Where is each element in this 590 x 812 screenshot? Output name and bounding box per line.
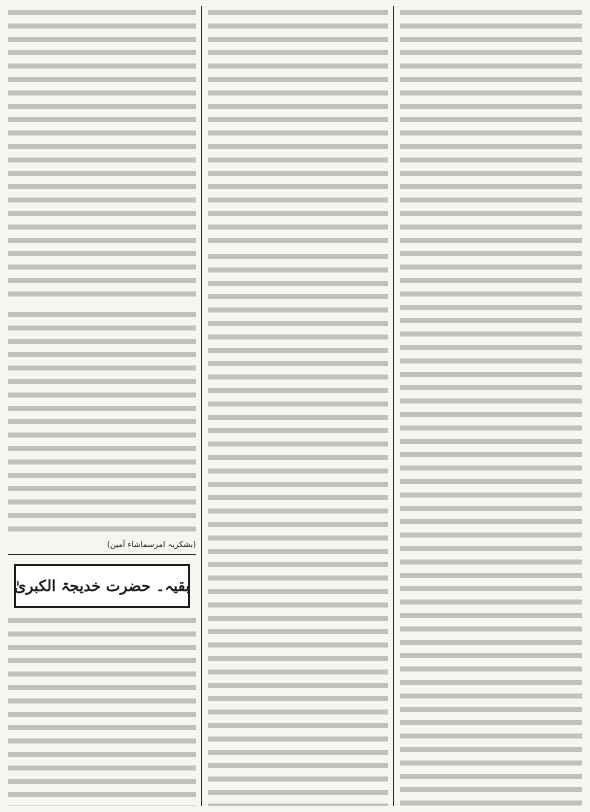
source-reference: (بشکریہ امرسماشاء آمین) <box>106 540 196 549</box>
continuation-heading: بقیہ۔ حضرت خدیجۃ الکبریٰ <box>14 577 190 595</box>
right-column <box>400 6 582 806</box>
column-divider <box>201 6 202 806</box>
section-rule <box>8 554 196 555</box>
left-column <box>8 6 196 806</box>
body-text-block <box>208 6 388 244</box>
body-text-block <box>208 250 388 806</box>
middle-column <box>208 6 388 806</box>
continuation-heading-box <box>14 564 190 608</box>
body-text-block <box>8 308 196 536</box>
column-divider <box>393 6 394 806</box>
body-text-block <box>400 6 582 806</box>
body-text-block <box>8 614 196 806</box>
body-text-block <box>8 6 196 302</box>
